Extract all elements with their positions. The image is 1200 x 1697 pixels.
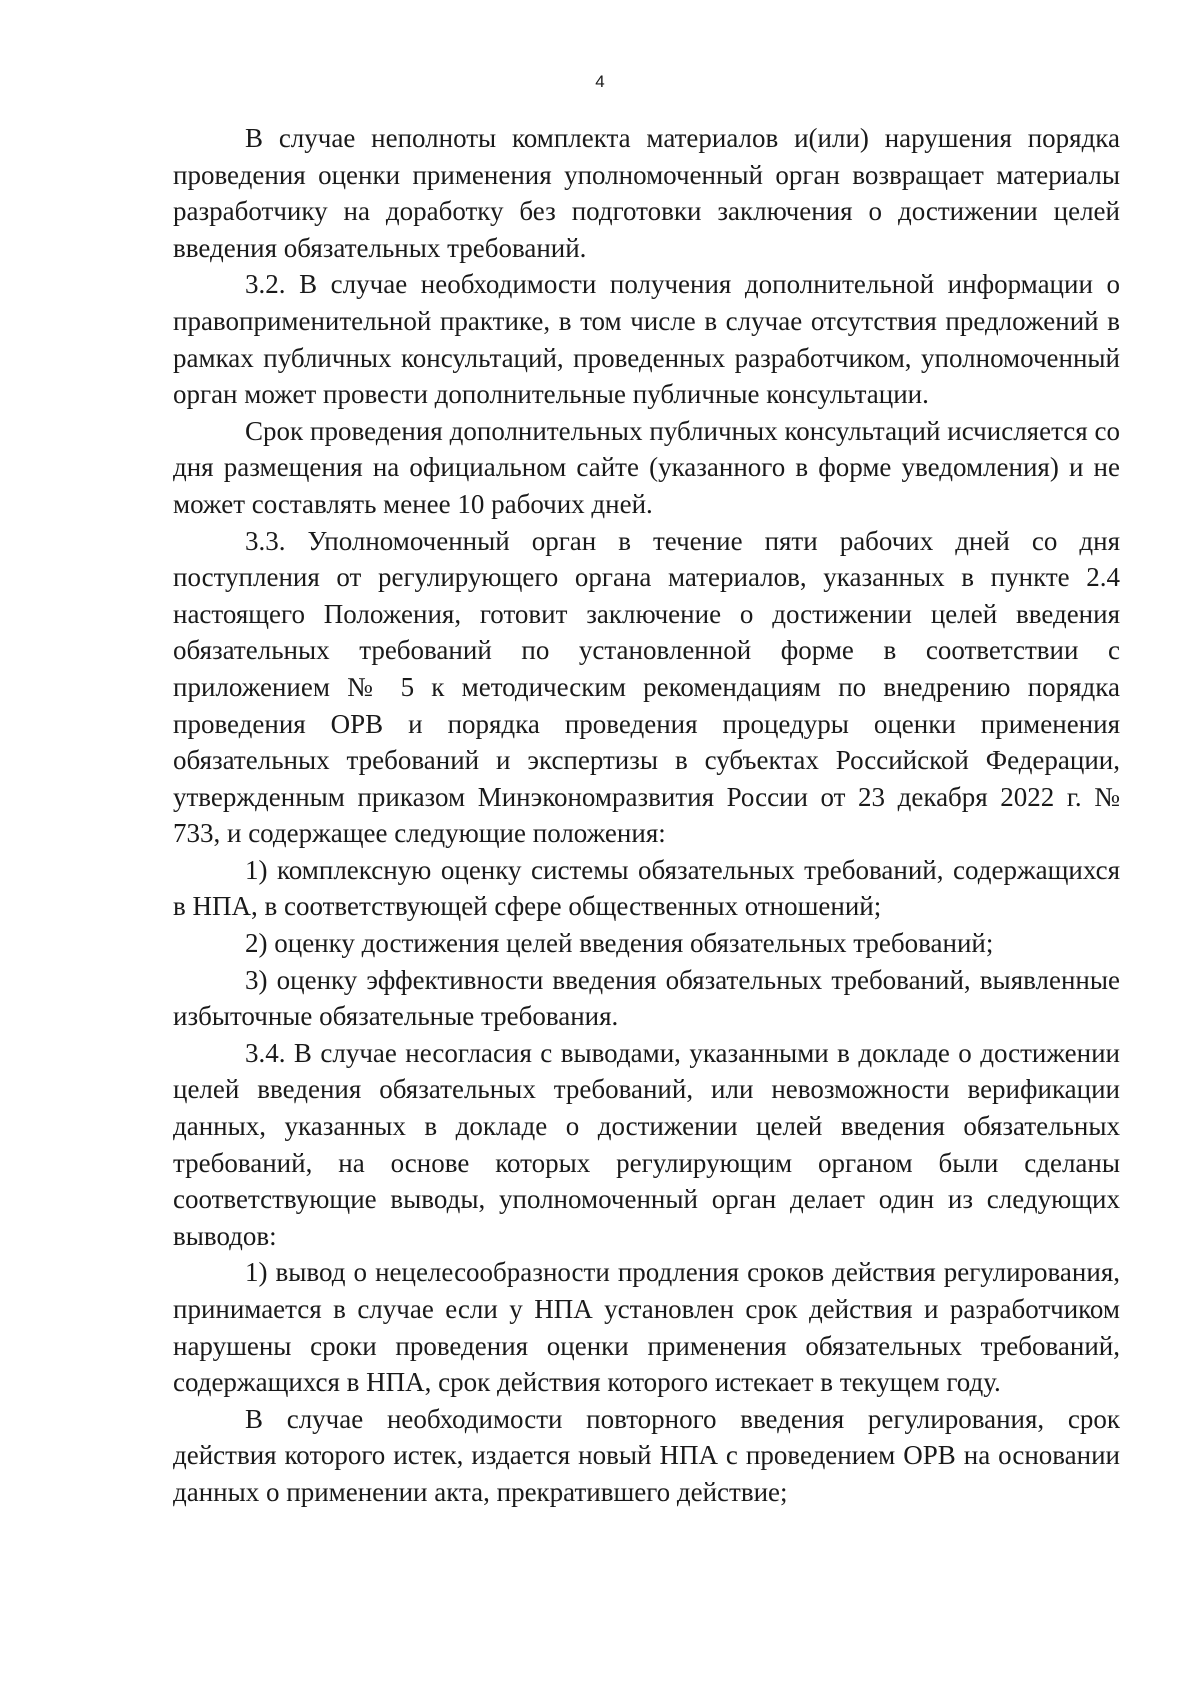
page-number: 4 bbox=[595, 72, 605, 91]
paragraph-incomplete-materials: В случае неполноты комплекта материалов и(или) нарушения порядка проведения оценки применения уполномоченный орган возвращает материалы разработчику на доработку без подготовки заключения о достижении целей введения обязательных требований. bbox=[173, 123, 1120, 263]
paragraph-3-4: 3.4. В случае несогласия с выводами, указанными в докладе о достижении целей введения обязательных требований, или невозможности верификации данных, указанных в докладе о достижении целей введения обязательных требований, на основе которых регулирующим органом были сделаны соответствующие выводы, уполномоченный орган делает один из следующих выводов: bbox=[173, 1037, 1120, 1251]
document-body bbox=[173, 120, 1120, 1511]
paragraph-consultation-term: Срок проведения дополнительных публичных консультаций исчисляется со дня размещения на официальном сайте (указанного в форме уведомления) и не может составлять менее 10 рабочих дней. bbox=[173, 415, 1120, 519]
list-item-3-efficiency-assessment: 3) оценку эффективности введения обязательных требований, выявленные избыточные обязательные требования. bbox=[173, 964, 1120, 1032]
paragraph-3-2: 3.2. В случае необходимости получения дополнительной информации о правоприменительной практике, в том числе в случае отсутствия предложений в рамках публичных консультаций, проведенных разработчиком, уполномоченный орган может провести дополнительные публичные консультации. bbox=[173, 269, 1120, 410]
paragraph-reintroduction: В случае необходимости повторного введения регулирования, срок действия которого истек, издается новый НПА с проведением ОРВ на основании данных о применении акта, прекратившего действие; bbox=[173, 1403, 1120, 1507]
paragraph-3-3: 3.3. Уполномоченный орган в течение пяти рабочих дней со дня поступления от регулирующего органа материалов, указанных в пункте 2.4 настоящего Положения, готовит заключение о достижении целей введения обязательных требований по установленной форме в соответствии с приложением № 5 к методическим рекомендациям по внедрению порядка проведения ОРВ и порядка проведения процедуры оценки применения обязательных требований и экспертизы в субъектах Российской Федерации, утвержденным приказом Минэкономразвития России от 23 декабря 2022 г. № 733, и содержащее следующие положения: bbox=[173, 525, 1120, 849]
list-item-1-comprehensive-assessment: 1) комплексную оценку системы обязательных требований, содержащихся в НПА, в соответствующей сфере общественных отношений; bbox=[173, 854, 1120, 922]
list-item-2-goals-assessment: 2) оценку достижения целей введения обязательных требований; bbox=[245, 928, 994, 959]
list-item-1-conclusion: 1) вывод о нецелесообразности продления сроков действия регулирования, принимается в случае если у НПА установлен срок действия и разработчиком нарушены сроки проведения оценки применения обязательных требований, содержащихся в НПА, срок действия которого истекает в текущем году. bbox=[173, 1257, 1120, 1398]
